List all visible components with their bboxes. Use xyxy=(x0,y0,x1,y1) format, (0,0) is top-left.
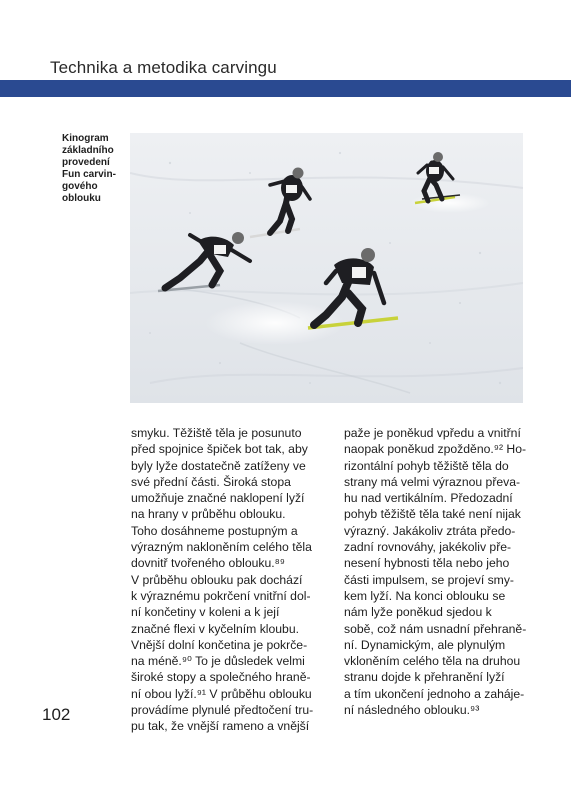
kinogram-photo xyxy=(130,133,523,403)
paragraph-right: paže je poněkud vpředu a vnitřní naopak poněkud zpožděno.⁹² Ho- rizontální pohyb těžiště těla do strany má velmi výraznou převa- hu nad vertikálním. Předozadní pohyb těžiště těla také není nijak výrazný. Jakákoliv ztráta předo- zadní rovnováhy, jakékoliv pře- nesení hybnosti těla nebo jeho části impulsem, se projeví smy- kem lyží. Na konci oblouku se nám lyže poněkud sjedou k sobě, což nám usnadní přehraně- ní. Dynamickým, ale plynulým vkloněním celého těla na druhou stranu dojde k přehranění lyží a tím ukončení jednoho a zaháje- ní následného oblouku.⁹³ xyxy=(344,426,527,718)
running-header-title: Technika a metodika carvingu xyxy=(50,58,277,77)
page-number: 102 xyxy=(42,705,71,724)
header-bar xyxy=(0,80,571,97)
text-column-left xyxy=(131,425,336,735)
figure-caption xyxy=(62,133,132,205)
text-column-right xyxy=(344,425,549,718)
figure-caption-text: Kinogram základního provedení Fun carvin- gového oblouku xyxy=(62,133,116,204)
paragraph-left: smyku. Těžiště těla je posunuto před spojnice špiček bot tak, aby byly lyže dostatečně zatíženy ve své přední části. Široká stopa umožňuje značné naklopení lyží na hrany v průběhu oblouku. Toho dosáhneme postupným a výrazným nakloněním celého těla dovnitř tvořeného oblouku.⁸⁹ V průběhu oblouku pak dochází k výraznému pokrčení vnitřní dol- ní končetiny v koleni a k její značné flexi v kyčelním kloubu. Vnější dolní končetina je pokrče- na méně.⁹⁰ To je důsledek velmi široké stopy a společného hraně- ní obou lyží.⁹¹ V průběhu oblouku provádíme plynulé předtočení tru- pu tak, že vnější rameno a vnější xyxy=(131,426,314,734)
ski-sequence-illustration xyxy=(130,133,523,403)
